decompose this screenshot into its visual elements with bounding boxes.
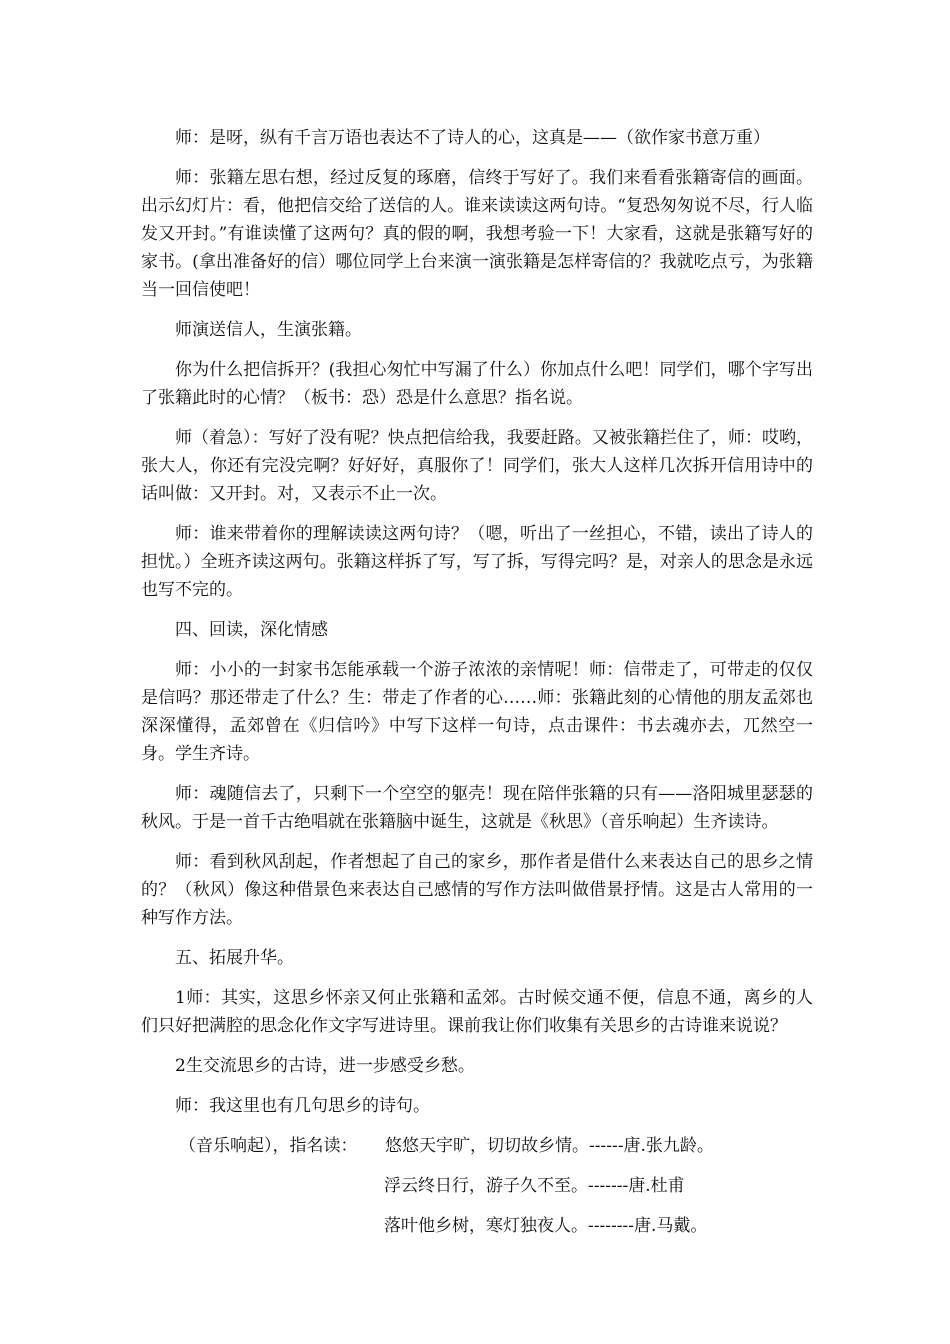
poem-line-row [141, 1132, 813, 1160]
poem-line: 落叶他乡树，寒灯独夜人。--------唐.马戴。 [384, 1216, 708, 1236]
paragraph: 师：魂随信去了，只剩下一个空空的躯壳！现在陪伴张籍的只有——洛阳城里瑟瑟的秋风。于是一首千古绝唱就在张籍脑中诞生，这就是《秋思》（音乐响起）生齐读诗。 [141, 784, 813, 832]
poem-line: 浮云终日行，游子久不至。-------唐.杜甫 [384, 1176, 685, 1196]
document-body [141, 124, 813, 1252]
paragraph: 1师：其实，这思乡怀亲又何止张籍和孟郊。古时候交通不便，信息不通，离乡的人们只好把满腔的思念化作文字写进诗里。课前我让你们收集有关思乡的古诗谁来说说？ [141, 988, 813, 1036]
paragraph: 师：是呀，纵有千言万语也表达不了诗人的心，这真是——（欲作家书意万重） [175, 128, 770, 148]
paragraph: 师：张籍左思右想，经过反复的琢磨，信终于写好了。我们来看看张籍寄信的画面。出示幻灯片：看，他把信交给了送信的人。谁来读读这两句诗。“复恐匆匆说不尽，行人临发又开封。”有谁读懂了这两句？真的假的啊，我想考验一下！大家看，这就是张籍写好的家书。(拿出准备好的信）哪位同学上台来演一演张籍是怎样寄信的？我就吃点亏，为张籍当一回信使吧！ [141, 168, 813, 300]
paragraph: 师演送信人，生演张籍。 [175, 320, 362, 340]
section-heading: 四、回读，深化情感 [175, 620, 328, 640]
poem-line-row [141, 1212, 813, 1240]
paragraph: 师（着急）：写好了没有呢？快点把信给我，我要赶路。又被张籍拦住了，师：哎哟，张大人，你还有完没完啊？好好好，真服你了！同学们，张大人这样几次拆开信用诗中的话叫做：又开封。对，又表示不止一次。 [141, 428, 813, 504]
poem-intro: （音乐响起），指名读： [179, 1136, 358, 1156]
poem-line: 悠悠天宇旷，切切故乡情。------唐.张九龄。 [385, 1136, 714, 1156]
paragraph: 师：小小的一封家书怎能承载一个游子浓浓的亲情呢！师：信带走了，可带走的仅仅是信吗？那还带走了什么？生：带走了作者的心……师：张籍此刻的心情他的朋友孟郊也深深懂得，孟郊曾在《归信吟》中写下这样一句诗，点击课件：书去魂亦去，兀然空一身。学生齐诗。 [141, 660, 813, 764]
paragraph: 师：看到秋风刮起，作者想起了自己的家乡，那作者是借什么来表达自己的思乡之情的？（秋风）像这种借景色来表达自己感情的写作方法叫做借景抒情。这是古人常用的一种写作方法。 [141, 852, 813, 928]
poem-line-row [141, 1172, 813, 1200]
paragraph: 2生交流思乡的古诗，进一步感受乡愁。 [175, 1056, 475, 1076]
paragraph: 你为什么把信拆开？(我担心匆忙中写漏了什么）你加点什么吧！同学们，哪个字写出了张籍此时的心情？（板书：恐）恐是什么意思？指名说。 [141, 360, 813, 408]
paragraph: 师：谁来带着你的理解读读这两句诗？（嗯，听出了一丝担心，不错，读出了诗人的担忧。）全班齐读这两句。张籍这样拆了写，写了拆，写得完吗？是，对亲人的思念是永远也写不完的。 [141, 524, 813, 600]
section-heading: 五、拓展升华。 [175, 948, 294, 968]
paragraph: 师：我这里也有几句思乡的诗句。 [175, 1096, 430, 1116]
